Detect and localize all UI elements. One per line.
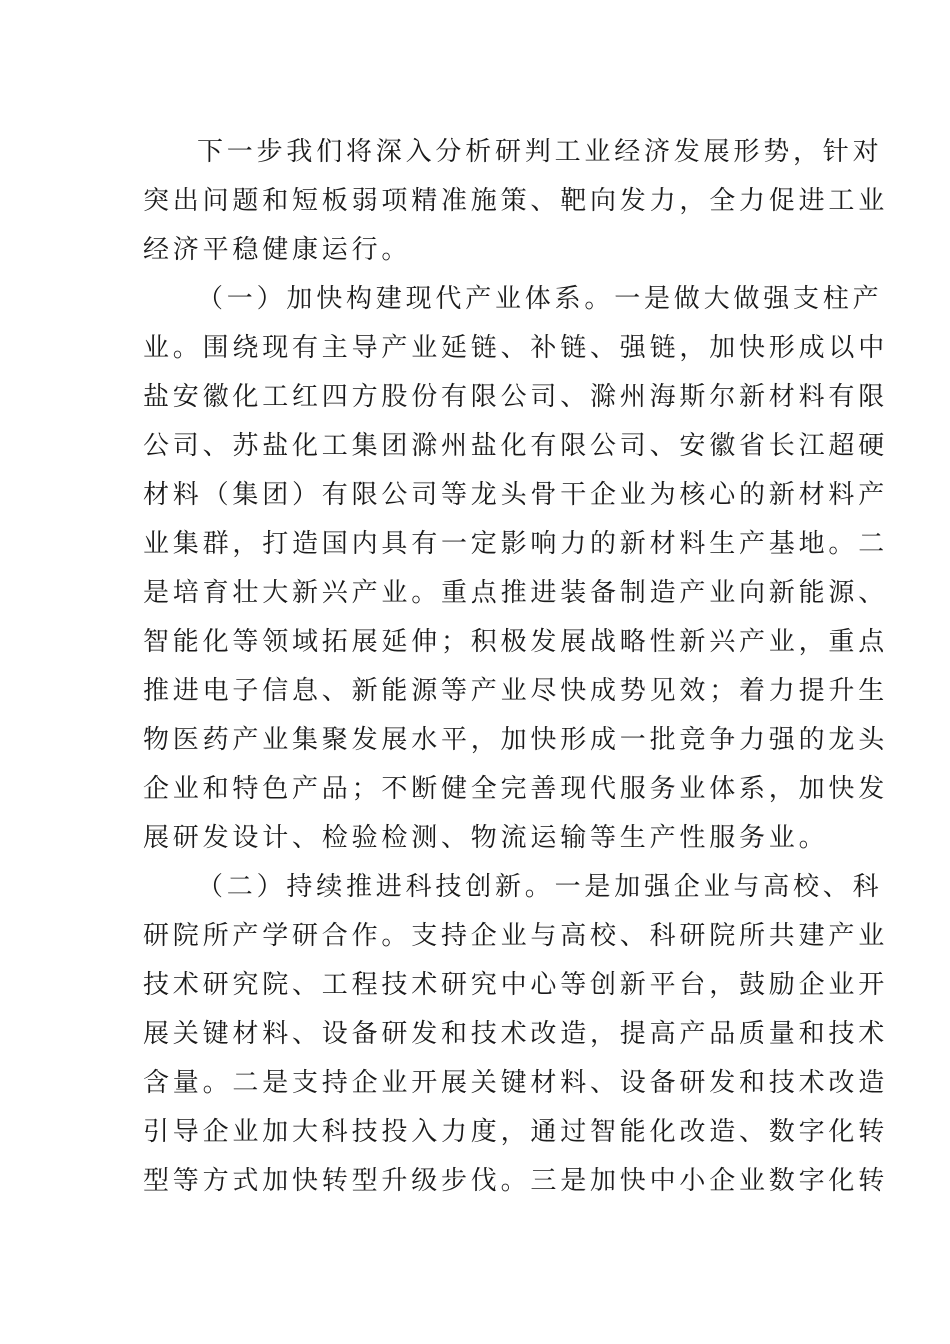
text-line: 含量。二是支持企业开展关键材料、设备研发和技术改造 (143, 1068, 889, 1098)
text-line: 经济平稳健康运行。 (143, 235, 412, 265)
paragraph-outlook (143, 128, 889, 275)
text-line: 智能化等领域拓展延伸；积极发展战略性新兴产业，重点 (143, 627, 889, 657)
text-line: 企业和特色产品；不断健全完善现代服务业体系，加快发 (143, 774, 889, 804)
text-line: 推进电子信息、新能源等产业尽快成势见效；着力提升生 (143, 676, 889, 706)
text-line: （一）加快构建现代产业体系。一是做大做强支柱产 (197, 284, 883, 314)
text-line: 展研发设计、检验检测、物流运输等生产性服务业。 (143, 823, 829, 853)
text-line: 盐安徽化工红四方股份有限公司、滁州海斯尔新材料有限 (143, 382, 889, 412)
text-line: （二）持续推进科技创新。一是加强企业与高校、科 (197, 872, 883, 902)
document-body (143, 128, 889, 1206)
text-line: 研院所产学研合作。支持企业与高校、科研院所共建产业 (143, 921, 889, 951)
text-line: 下一步我们将深入分析研判工业经济发展形势，针对 (197, 137, 883, 167)
text-line: 是培育壮大新兴产业。重点推进装备制造产业向新能源、 (143, 578, 889, 608)
text-line: 材料（集团）有限公司等龙头骨干企业为核心的新材料产 (143, 480, 889, 510)
text-line: 业。围绕现有主导产业延链、补链、强链，加快形成以中 (143, 333, 889, 363)
text-line: 引导企业加大科技投入力度，通过智能化改造、数字化转 (143, 1117, 889, 1147)
text-line: 公司、苏盐化工集团滁州盐化有限公司、安徽省长江超硬 (143, 431, 889, 461)
text-line: 型等方式加快转型升级步伐。三是加快中小企业数字化转 (143, 1166, 889, 1196)
text-line: 物医药产业集聚发展水平，加快形成一批竞争力强的龙头 (143, 725, 889, 755)
paragraph-tech-innovation (143, 863, 889, 1206)
text-line: 技术研究院、工程技术研究中心等创新平台，鼓励企业开 (143, 970, 889, 1000)
text-line: 展关键材料、设备研发和技术改造，提高产品质量和技术 (143, 1019, 889, 1049)
paragraph-modern-industry (143, 275, 889, 863)
text-line: 业集群，打造国内具有一定影响力的新材料生产基地。二 (143, 529, 889, 559)
text-line: 突出问题和短板弱项精准施策、靶向发力，全力促进工业 (143, 186, 889, 216)
